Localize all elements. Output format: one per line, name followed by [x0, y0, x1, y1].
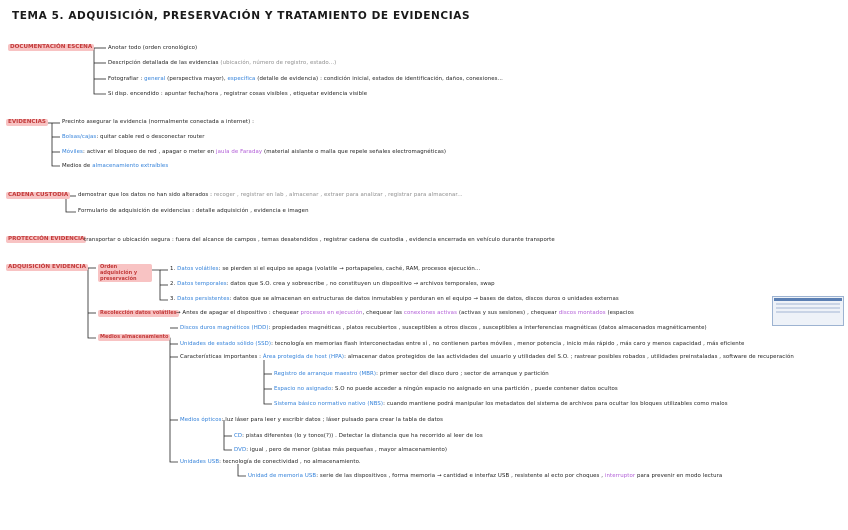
- usb-item: Unidades USB: tecnología de conectividad , no almacenamiento.: [180, 459, 361, 465]
- evid-item-2: Bolsas/cajas: quitar cable red o desconectar router: [62, 134, 205, 140]
- usb-memoria-item: Unidad de memoria USB: serie de las dispositivos , forma memoria → cantidad e interfaz USB , resistente al ecto por choques , interruptor para prevenir en modo lectura: [248, 473, 723, 479]
- orden-label: Orden adquisición y preservación: [98, 264, 152, 282]
- caracteristicas-item: Características importantes : Área protegida de host (HPA): almacenar datos protegidos de las actividades del usuario y utilidades del S.O. ; rastrear posibles robados , utilidades preinstaladas , software de recuperación: [180, 354, 794, 360]
- evid-item-4: Medios de almacenamiento extraíbles: [62, 163, 169, 169]
- evid-item-1: Precinto asegurar la evidencia (normalmente conectada a internet) :: [62, 119, 255, 125]
- doc-item-1: Anotar todo (orden cronológico): [108, 45, 198, 51]
- screenshot-thumbnail: [772, 296, 844, 326]
- section-label-cadena: CADENA CUSTODIA: [8, 192, 69, 198]
- nbs-item: Sistema básico normativo nativo (NBS): cuando mantiene podrá manipular los metadatos del sistema de archivos para ocultar los bloques utilizables como malos: [274, 401, 728, 407]
- section-label-adquisicion: ADQUISICIÓN EVIDENCIA: [8, 264, 86, 270]
- optico-item: Medios ópticos: luz láser para leer y escribir datos ; láser pulsado para crear la tabla de datos: [180, 417, 443, 423]
- espacio-item: Espacio no asignado: S.O no puede acceder a ningún espacio no asignado en una partición , puede contener datos ocultos: [274, 386, 618, 392]
- doc-item-3: Fotografiar : general (perspectiva mayor), específica (detalle de evidencia) : condición inicial, estados de identificación, daños, conexiones...: [108, 76, 503, 82]
- section-label-documentacion: DOCUMENTACIÓN ESCENA: [10, 44, 93, 50]
- section-label-evidencias: EVIDENCIAS: [8, 119, 46, 125]
- page-title: TEMA 5. ADQUISICIÓN, PRESERVACIÓN Y TRATAMIENTO DE EVIDENCIAS: [12, 10, 471, 22]
- section-label-proteccion: PROTECCIÓN EVIDENCIA: [8, 236, 85, 242]
- orden-item-2: 2. Datos temporales: datos que S.O. crea y sobrescribe , no constituyen un dispositivo → archivos temporales, swap: [170, 281, 495, 287]
- cadena-item-2: Formulario de adquisición de evidencias : detalle adquisición , evidencia e imagen: [78, 208, 309, 214]
- cadena-item-1: demostrar que los datos no han sido alterados : recoger , registrar en lab , almacenar , extraer para analizar , registrar para almacenar...: [78, 192, 463, 198]
- recoleccion-label: Recolección datos volátiles: [100, 310, 177, 316]
- recoleccion-text: → Antes de apagar el dispositivo : chequear procesos en ejecución, chequear las conexiones activas (activas y sus sesiones) , chequear discos montados (espacios: [176, 310, 634, 316]
- evid-item-3: Móviles: activar el bloqueo de red , apagar o meter en jaula de Faraday (material aislante o malla que repele señales electromagnéticas): [62, 149, 447, 155]
- proteccion-text: transportar o ubicación segura : fuera del alcance de campos , temas desatendidos , registrar cadena de custodia , evidencia encerrada en vehículo durante transporte: [84, 237, 555, 243]
- ssd-item: Unidades de estado sólido (SSD): tecnología en memorias flash interconectadas entre sí , no contienen partes móviles , menor potencia , inicio más rápido , más caro y menos capacidad , más eficiente: [180, 341, 745, 347]
- doc-item-4: Si disp. encendido : apuntar fecha/hora , registrar cosas visibles , etiquetar evidencia visible: [108, 91, 368, 97]
- orden-item-1: 1. Datos volátiles: se pierden si el equipo se apaga (volatile → portapapeles, caché, RAM, procesos ejecución...: [170, 266, 481, 272]
- doc-item-2: Descripción detallada de las evidencias (ubicación, número de registro, estado...): [108, 60, 337, 66]
- medios-label: Medios almacenamiento: [100, 334, 169, 340]
- cd-item: CD: pistas diferentes (lo y tonos(?)) . Detectar la distancia que ha recorrido al leer de los: [234, 433, 483, 439]
- dvd-item: DVD: igual , pero de menor (pistas más pequeñas , mayor almacenamiento): [234, 447, 448, 453]
- orden-item-3: 3. Datos persistentes: datos que se almacenan en estructuras de datos inmutables y perduran en el equipo → bases de datos, discos duros o unidades externas: [170, 296, 619, 302]
- mbr-item: Registro de arranque maestro (MBR): primer sector del disco duro ; sector de arranque y partición: [274, 371, 549, 377]
- hdd-item: Discos duros magnéticos (HDD): propiedades magnéticas , platos recubiertos , susceptibles a otros discos , susceptibles a interferencias magnéticas (datos almacenados magnéticamente): [180, 325, 707, 331]
